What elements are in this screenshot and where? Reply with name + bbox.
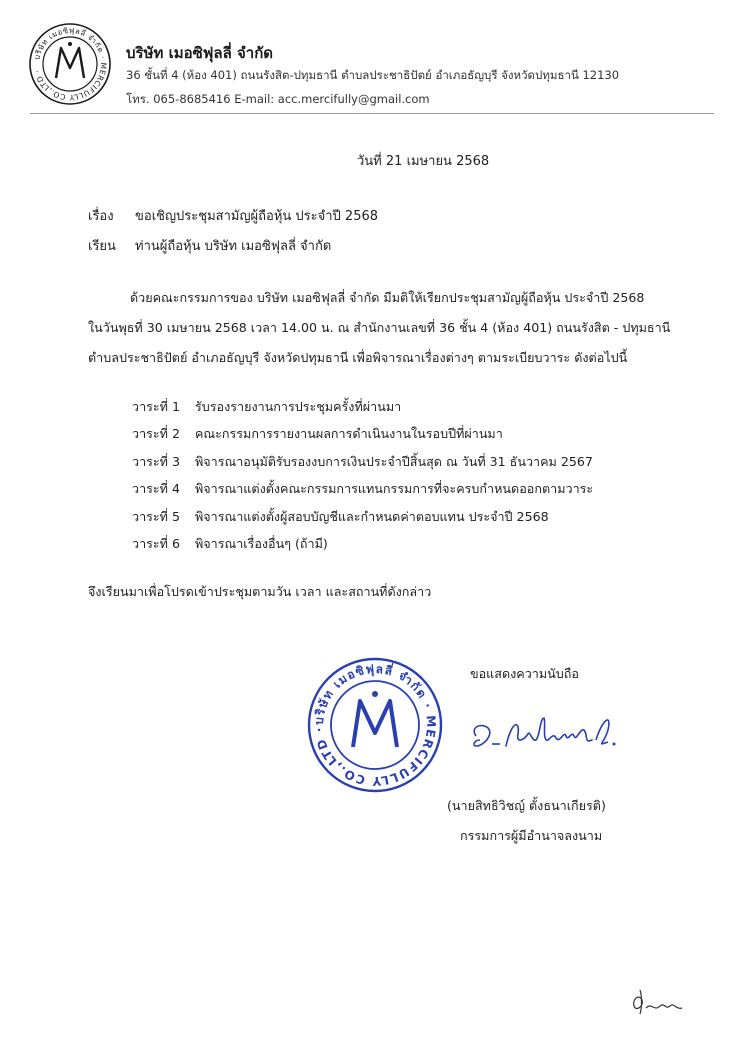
company-seal-icon — [305, 655, 445, 795]
agenda-item-label: วาระที่ 3 — [132, 454, 180, 469]
signer-name: (นายสิทธิวิชญ์ ตั้งธนาเกียรติ) — [447, 798, 606, 813]
company-address: 36 ชั้นที่ 4 (ห้อง 401) ถนนรังสิต-ปทุมธานี ตำบลประชาธิปัตย์ อำเภอธัญบุรี จังหวัดปทุมธานี 12130 — [126, 68, 620, 82]
document-date: วันที่ 21 เมษายน 2568 — [357, 154, 490, 169]
body-line: ตำบลประชาธิปัตย์ อำเภอธัญบุรี จังหวัดปทุมธานี เพื่อพิจารณาเรื่องต่างๆ ตามระเบียบวาระ ดังต่อไปนี้ — [88, 350, 628, 365]
company-logo-icon — [28, 22, 112, 106]
svg-text:บริษัท เมอซิฟุลลี่ จำกัด · M: บริษัท เมอซิฟุลลี่ จำกัด · MERCIFULLY CO.,LTD · — [311, 661, 439, 789]
agenda-item-label: วาระที่ 2 — [132, 426, 180, 441]
agenda-item-text: พิจารณาเรื่องอื่นๆ (ถ้ามี) — [195, 536, 328, 551]
agenda-item-text: พิจารณาอนุมัติรับรองงบการเงินประจำปีสิ้นสุด ณ วันที่ 31 ธันวาคม 2567 — [195, 454, 593, 469]
signer-title: กรรมการผู้มีอำนาจลงนาม — [460, 828, 603, 843]
subject-text: ขอเชิญประชุมสามัญผู้ถือหุ้น ประจำปี 2568 — [135, 209, 379, 224]
agenda-item-text: พิจารณาแต่งตั้งคณะกรรมการแทนกรรมการที่จะครบกำหนดออกตามวาระ — [195, 481, 594, 496]
agenda-item-label: วาระที่ 6 — [132, 536, 180, 551]
agenda-item-label: วาระที่ 1 — [132, 399, 180, 414]
agenda-item-label: วาระที่ 5 — [132, 509, 180, 524]
agenda-item-label: วาระที่ 4 — [132, 481, 180, 496]
header-divider — [30, 113, 714, 114]
sign-greeting: ขอแสดงความนับถือ — [470, 666, 579, 681]
handwritten-initials-icon — [628, 986, 688, 1018]
handwritten-signature-icon — [462, 700, 632, 770]
body-line: ในวันพุธที่ 30 เมษายน 2568 เวลา 14.00 น. ณ สำนักงานเลขที่ 36 ชั้น 4 (ห้อง 401) ถนนรังสิต - ปทุมธานี — [88, 320, 671, 335]
company-name: บริษัท เมอซิฟุลลี่ จำกัด — [126, 44, 274, 62]
closing-text: จึงเรียนมาเพื่อโปรดเข้าประชุมตามวัน เวลา และสถานที่ดังกล่าว — [88, 584, 432, 599]
recipient-label: เรียน — [88, 239, 116, 254]
recipient-text: ท่านผู้ถือหุ้น บริษัท เมอซิฟุลลี่ จำกัด — [135, 239, 332, 254]
agenda-item-text: รับรองรายงานการประชุมครั้งที่ผ่านมา — [195, 399, 402, 414]
body-line: ด้วยคณะกรรมการของ บริษัท เมอซิฟุลลี่ จำกัด มีมติให้เรียกประชุมสามัญผู้ถือหุ้น ประจำปี 2568 — [130, 290, 645, 305]
agenda-item-text: คณะกรรมการรายงานผลการดำเนินงานในรอบปีที่ผ่านมา — [195, 426, 503, 441]
subject-label: เรื่อง — [88, 209, 114, 224]
svg-text:บริษัท เมอซิฟุลลี่ จำกัด · MER: บริษัท เมอซิฟุลลี่ จำกัด · MERCIFULLY CO.,LTD · — [32, 25, 109, 103]
company-contact: โทร. 065-8685416 E-mail: acc.mercifully@gmail.com — [126, 92, 430, 106]
agenda-item-text: พิจารณาแต่งตั้งผู้สอบบัญชีและกำหนดค่าตอบแทน ประจำปี 2568 — [195, 509, 549, 524]
